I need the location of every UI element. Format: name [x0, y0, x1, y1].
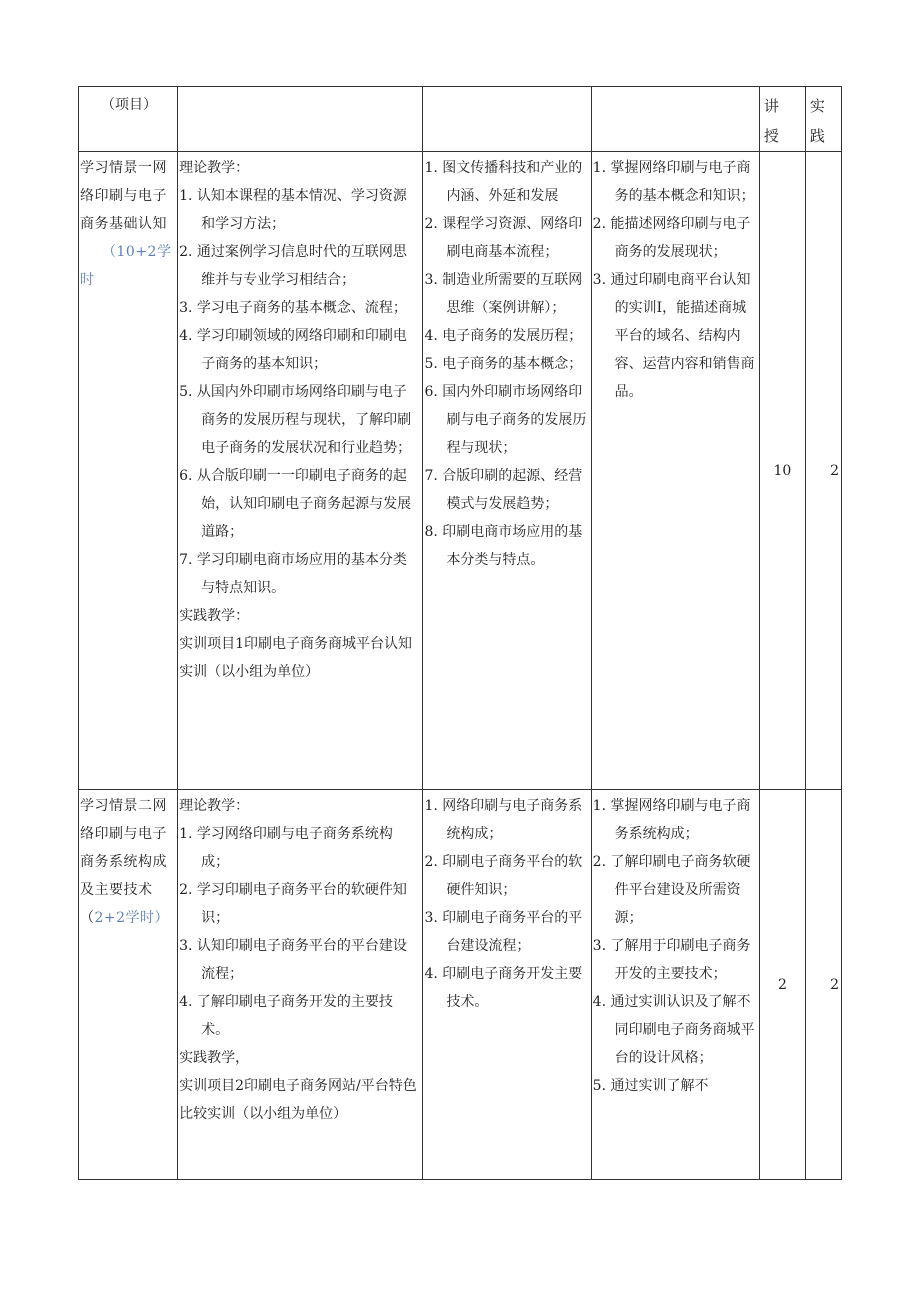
table-row: [79, 152, 842, 790]
list-item: 3. 认知印刷电子商务平台的平台建设流程；: [179, 938, 407, 982]
list-item: 1. 掌握网络印刷与电子商务系统构成；: [592, 798, 751, 842]
practice-hours-cell: [805, 152, 841, 790]
header-lecture-char: 授: [763, 127, 779, 145]
table-row: [79, 790, 842, 1180]
list-item: 2. 了解印刷电子商务软硬件平台建设及所需资源；: [592, 854, 751, 926]
list-item: 2. 能描述网络印刷与电子商务的发展现状；: [592, 216, 751, 260]
list-item: 1. 认知本课程的基本情况、学习资源和学习方法；: [179, 188, 407, 232]
practice-text: 实训项目2印刷电子商务网站/平台特色比较实训（以小组为单位）: [179, 1078, 417, 1122]
practice-hours: 2: [830, 462, 839, 479]
list-item: 5. 通过实训了解不: [592, 1078, 709, 1094]
header-project-cell: [79, 87, 178, 152]
course-plan-table: [78, 86, 842, 1180]
teaching-content-cell: [178, 790, 423, 1180]
list-item: 4. 了解印刷电子商务开发的主要技术。: [179, 994, 393, 1038]
list-item: 3. 制造业所需要的互联网思维（案例讲解）；: [424, 272, 583, 316]
situation-hours: 2+2学时）: [94, 910, 170, 926]
header-practice-char: 实: [809, 97, 825, 115]
list-item: 4. 通过实训认识及了解不同印刷电子商务商城平台的设计风格；: [592, 994, 755, 1066]
list-item: 1. 图文传播科技和产业的内涵、外延和发展: [424, 160, 583, 204]
list-item: 1. 网络印刷与电子商务系统构成；: [424, 798, 583, 842]
list-item: 2. 学习印刷电子商务平台的软硬件知识；: [179, 882, 407, 926]
list-item: 5. 电子商务的基本概念；: [424, 356, 583, 372]
header-empty-cell: [178, 87, 423, 152]
header-project-label: （项目）: [101, 97, 157, 113]
situation-hours: （10+2学时: [80, 244, 172, 288]
practice-text: 实训项目1印刷电子商务商城平台认知实训（以小组为单位）: [179, 636, 413, 680]
list-item: 1. 掌握网络印刷与电子商务的基本概念和知识；: [592, 160, 755, 204]
list-item: 3. 印刷电子商务平台的平台建设流程；: [424, 910, 583, 954]
header-practice-cell: [805, 87, 841, 152]
list-item: 6. 从合版印刷一一印刷电子商务的起始，认知印刷电子商务起源与发展道路；: [179, 468, 412, 540]
practice-label: 实践教学，: [179, 1050, 250, 1066]
key-points-cell: [423, 790, 591, 1180]
list-item: 7. 合版印刷的起源、经营模式与发展趋势；: [424, 468, 583, 512]
list-item: 5. 从国内外印刷市场网络印刷与电子商务的发展历程与现状，了解印刷电子商务的发展状况和行业趋势；: [179, 384, 412, 456]
practice-hours-cell: [805, 790, 841, 1180]
situation-title: 学习情景一网络印刷与电子商务基础认知: [80, 160, 167, 232]
list-item: 2. 课程学习资源、网络印刷电商基本流程；: [424, 216, 583, 260]
lecture-hours: 2: [777, 976, 787, 993]
header-lecture-cell: [759, 87, 805, 152]
header-row: [79, 87, 842, 152]
practice-hours: 2: [830, 976, 839, 993]
header-lecture-char: 讲: [763, 97, 779, 115]
goals-cell: [591, 790, 759, 1180]
list-item: 6. 国内外印刷市场网络印刷与电子商务的发展历程与现状；: [424, 384, 587, 456]
key-points-cell: [423, 152, 591, 790]
goals-cell: [591, 152, 759, 790]
list-item: 8. 印刷电商市场应用的基本分类与特点。: [424, 524, 583, 568]
list-item: 4. 学习印刷领域的网络印刷和印刷电子商务的基本知识；: [179, 328, 407, 372]
situation-title-cell: [79, 152, 178, 790]
header-empty-cell: [591, 87, 759, 152]
list-item: 4. 电子商务的发展历程；: [424, 328, 583, 344]
theory-label: 理论教学：: [179, 160, 250, 176]
list-item: 7. 学习印刷电商市场应用的基本分类与特点知识。: [179, 552, 407, 596]
list-item: 3. 通过印刷电商平台认知的实训I，能描述商城平台的域名、结构内容、运营内容和销售商品。: [592, 272, 755, 400]
practice-label: 实践教学：: [179, 608, 250, 624]
lecture-hours: 10: [773, 462, 792, 479]
situation-title-cell: [79, 790, 178, 1180]
list-item: 4. 印刷电子商务开发主要技术。: [424, 966, 583, 1010]
list-item: 3. 了解用于印刷电子商务开发的主要技术；: [592, 938, 751, 982]
situation-title: 学习情景二网络印刷与电子商务系统构成及主要技术（: [80, 798, 167, 926]
theory-label: 理论教学：: [179, 798, 250, 814]
header-practice-char: 践: [809, 127, 825, 145]
lecture-hours-cell: [759, 790, 805, 1180]
list-item: 2. 通过案例学习信息时代的互联网思维并与专业学习相结合；: [179, 244, 407, 288]
list-item: 2. 印刷电子商务平台的软硬件知识；: [424, 854, 583, 898]
list-item: 3. 学习电子商务的基本概念、流程；: [179, 300, 407, 316]
lecture-hours-cell: [759, 152, 805, 790]
teaching-content-cell: [178, 152, 423, 790]
header-empty-cell: [423, 87, 591, 152]
list-item: 1. 学习网络印刷与电子商务系统构成；: [179, 826, 393, 870]
